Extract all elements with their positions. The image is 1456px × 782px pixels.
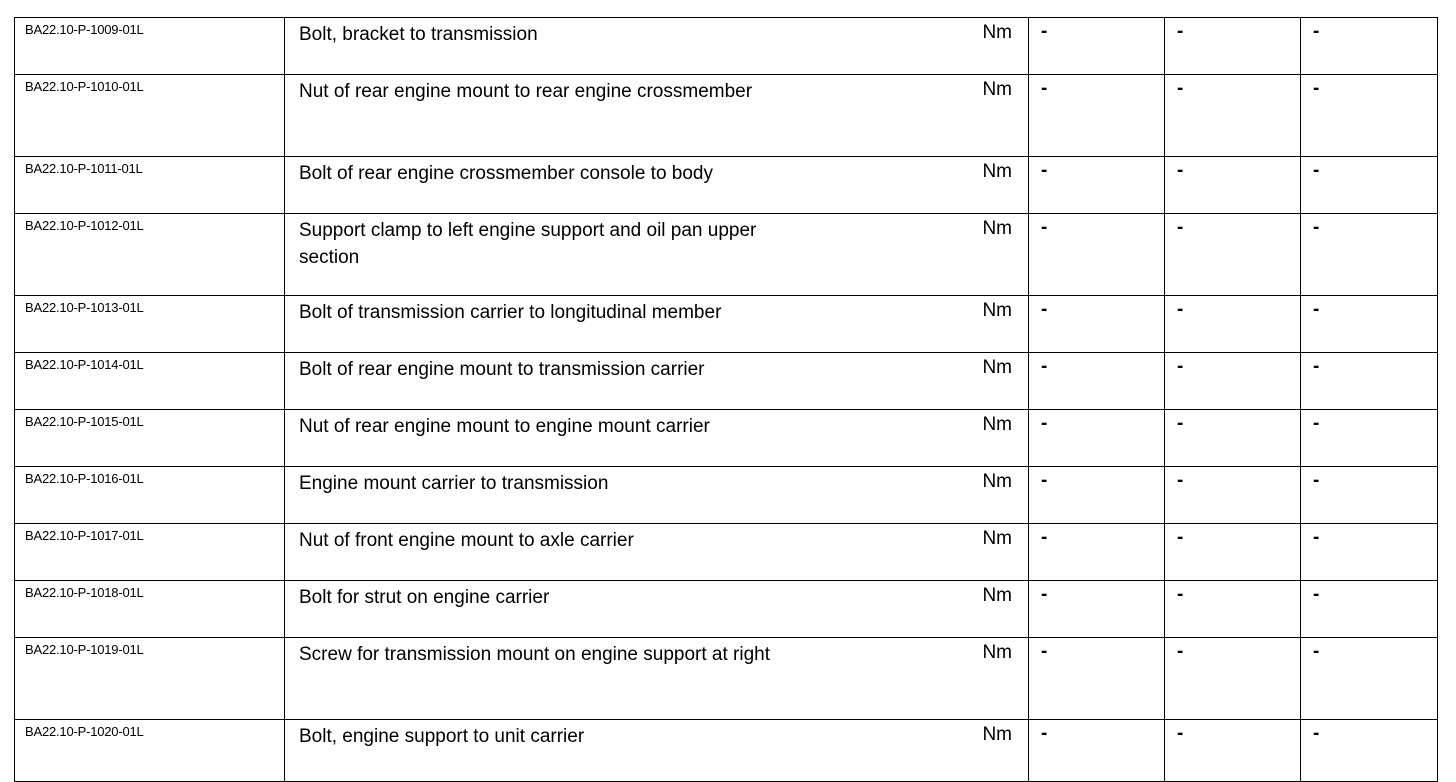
spec-value: - xyxy=(1301,638,1438,720)
spec-description: Nut of rear engine mount to rear engine crossmember xyxy=(299,81,753,102)
spec-description: Support clamp to left engine support and oil pan upper section xyxy=(299,220,757,268)
spec-unit: Nm xyxy=(982,642,1012,663)
table-row xyxy=(15,581,1438,638)
spec-unit: Nm xyxy=(982,300,1012,321)
torque-spec-table xyxy=(14,17,1438,782)
spec-value: - xyxy=(1029,581,1165,638)
spec-value: - xyxy=(1301,214,1438,296)
spec-value: - xyxy=(1165,410,1301,467)
spec-value: - xyxy=(1301,524,1438,581)
spec-value: - xyxy=(1165,18,1301,75)
spec-value: - xyxy=(1301,720,1438,782)
spec-code: BA22.10-P-1013-01L xyxy=(15,296,285,353)
spec-code: BA22.10-P-1010-01L xyxy=(15,75,285,157)
spec-value: - xyxy=(1165,353,1301,410)
spec-code: BA22.10-P-1020-01L xyxy=(15,720,285,782)
spec-description-cell xyxy=(285,353,1029,410)
table-row xyxy=(15,353,1438,410)
spec-value: - xyxy=(1165,581,1301,638)
spec-code: BA22.10-P-1011-01L xyxy=(15,157,285,214)
spec-description: Screw for transmission mount on engine support at right xyxy=(299,644,771,665)
spec-unit: Nm xyxy=(982,724,1012,745)
spec-value: - xyxy=(1301,410,1438,467)
spec-description-cell xyxy=(285,638,1029,720)
spec-description: Nut of front engine mount to axle carrier xyxy=(299,530,634,551)
spec-code: BA22.10-P-1017-01L xyxy=(15,524,285,581)
spec-description-cell xyxy=(285,524,1029,581)
spec-unit: Nm xyxy=(982,79,1012,100)
spec-value: - xyxy=(1165,638,1301,720)
table-row xyxy=(15,296,1438,353)
spec-value: - xyxy=(1029,296,1165,353)
spec-value: - xyxy=(1165,467,1301,524)
spec-value: - xyxy=(1301,296,1438,353)
spec-unit: Nm xyxy=(982,585,1012,606)
spec-description: Bolt of transmission carrier to longitudinal member xyxy=(299,302,722,323)
spec-unit: Nm xyxy=(982,528,1012,549)
spec-value: - xyxy=(1301,467,1438,524)
spec-unit: Nm xyxy=(982,22,1012,43)
spec-unit: Nm xyxy=(982,414,1012,435)
spec-code: BA22.10-P-1019-01L xyxy=(15,638,285,720)
spec-value: - xyxy=(1165,157,1301,214)
spec-value: - xyxy=(1301,157,1438,214)
spec-description: Bolt of rear engine mount to transmission carrier xyxy=(299,359,705,380)
spec-value: - xyxy=(1301,581,1438,638)
table-row xyxy=(15,638,1438,720)
spec-value: - xyxy=(1029,353,1165,410)
spec-value: - xyxy=(1165,524,1301,581)
spec-value: - xyxy=(1165,296,1301,353)
table-row xyxy=(15,720,1438,782)
spec-value: - xyxy=(1029,18,1165,75)
spec-description-cell xyxy=(285,18,1029,75)
spec-code: BA22.10-P-1009-01L xyxy=(15,18,285,75)
spec-unit: Nm xyxy=(982,471,1012,492)
spec-unit: Nm xyxy=(982,161,1012,182)
spec-value: - xyxy=(1301,18,1438,75)
spec-description-cell xyxy=(285,157,1029,214)
spec-value: - xyxy=(1165,720,1301,782)
spec-value: - xyxy=(1029,214,1165,296)
table-row xyxy=(15,524,1438,581)
spec-code: BA22.10-P-1018-01L xyxy=(15,581,285,638)
spec-description-cell xyxy=(285,75,1029,157)
spec-value: - xyxy=(1165,214,1301,296)
table-row xyxy=(15,214,1438,296)
spec-description: Bolt for strut on engine carrier xyxy=(299,587,550,608)
spec-description-cell xyxy=(285,467,1029,524)
spec-unit: Nm xyxy=(982,218,1012,239)
spec-description-cell xyxy=(285,581,1029,638)
spec-value: - xyxy=(1029,638,1165,720)
spec-description-cell xyxy=(285,296,1029,353)
spec-description: Bolt, bracket to transmission xyxy=(299,24,538,45)
spec-description-cell xyxy=(285,214,1029,296)
spec-value: - xyxy=(1301,75,1438,157)
table-row xyxy=(15,75,1438,157)
spec-value: - xyxy=(1029,524,1165,581)
spec-code: BA22.10-P-1016-01L xyxy=(15,467,285,524)
spec-value: - xyxy=(1029,75,1165,157)
spec-value: - xyxy=(1029,467,1165,524)
spec-description-cell xyxy=(285,720,1029,782)
spec-value: - xyxy=(1029,157,1165,214)
spec-code: BA22.10-P-1012-01L xyxy=(15,214,285,296)
spec-value: - xyxy=(1165,75,1301,157)
spec-description: Nut of rear engine mount to engine mount carrier xyxy=(299,416,710,437)
table-row xyxy=(15,410,1438,467)
spec-description-cell xyxy=(285,410,1029,467)
spec-value: - xyxy=(1301,353,1438,410)
spec-description: Bolt of rear engine crossmember console to body xyxy=(299,163,713,184)
spec-description: Bolt, engine support to unit carrier xyxy=(299,726,585,747)
table-row xyxy=(15,157,1438,214)
spec-code: BA22.10-P-1014-01L xyxy=(15,353,285,410)
spec-value: - xyxy=(1029,720,1165,782)
spec-code: BA22.10-P-1015-01L xyxy=(15,410,285,467)
table-row xyxy=(15,18,1438,75)
spec-unit: Nm xyxy=(982,357,1012,378)
spec-description: Engine mount carrier to transmission xyxy=(299,473,609,494)
table-row xyxy=(15,467,1438,524)
spec-value: - xyxy=(1029,410,1165,467)
